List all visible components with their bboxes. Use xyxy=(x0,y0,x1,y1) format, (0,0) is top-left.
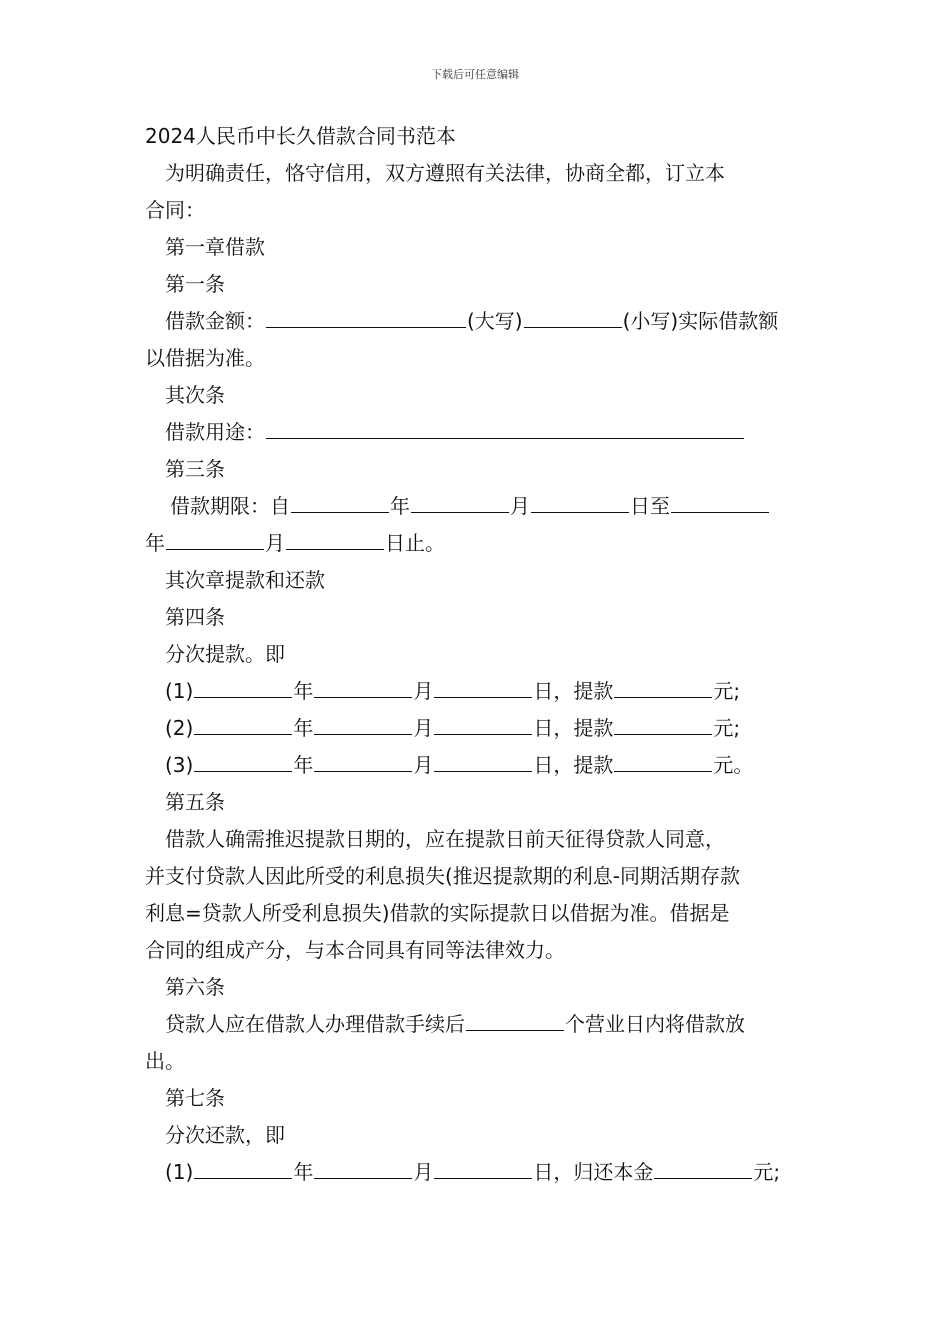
drawdown-intro: 分次提款。即 xyxy=(165,642,285,666)
repay-1-year-blank[interactable] xyxy=(194,1156,292,1179)
day-repay-label: 日，归还本金 xyxy=(533,1160,654,1184)
repay-intro: 分次还款，即 xyxy=(165,1123,285,1147)
uppercase-label: (大写) xyxy=(467,309,523,333)
article-6-text-a: 贷款人应在借款人办理借款手续后 xyxy=(165,1012,465,1036)
day-draw-label: 日，提款 xyxy=(533,753,614,777)
loan-term-continuation xyxy=(145,525,810,562)
drawdown-3-day-blank[interactable] xyxy=(434,749,532,772)
item-number: (3) xyxy=(165,753,194,777)
article-4-heading: 第四条 xyxy=(165,605,225,629)
amount-continuation: 以借据为准。 xyxy=(145,346,265,370)
item-number: (1) xyxy=(165,1160,194,1184)
year-label: 年 xyxy=(145,531,165,555)
day-to-label: 日至 xyxy=(630,494,670,518)
drawdown-3-month-blank[interactable] xyxy=(314,749,412,772)
yuan-label: 元。 xyxy=(713,753,754,777)
chapter-2-heading: 其次章提款和还款 xyxy=(165,568,325,592)
month-label: 月 xyxy=(413,1160,434,1184)
year-label: 年 xyxy=(293,753,314,777)
article-5-line-2: 并支付贷款人因此所受的利息损失(推迟提款期的利息-同期活期存款 xyxy=(145,864,741,888)
repay-item-1 xyxy=(145,1154,810,1191)
article-6-heading: 第六条 xyxy=(165,975,225,999)
drawdown-2-day-blank[interactable] xyxy=(434,712,532,735)
day-draw-label: 日，提款 xyxy=(533,679,614,703)
loan-term-line xyxy=(145,488,810,525)
drawdown-1-month-blank[interactable] xyxy=(314,675,412,698)
article-2-heading: 其次条 xyxy=(165,383,225,407)
article-5-line-4: 合同的组成产分，与本合同具有同等法律效力。 xyxy=(145,938,565,962)
drawdown-2-year-blank[interactable] xyxy=(194,712,292,735)
drawdown-1-amount-blank[interactable] xyxy=(614,675,712,698)
repay-1-month-blank[interactable] xyxy=(314,1156,412,1179)
amount-lowercase-blank[interactable] xyxy=(524,305,622,328)
drawdown-3-year-blank[interactable] xyxy=(194,749,292,772)
document-title: 2024人民币中长久借款合同书范本 xyxy=(145,124,456,148)
purpose-label: 借款用途： xyxy=(165,420,265,444)
year-label: 年 xyxy=(293,716,314,740)
article-3-heading: 第三条 xyxy=(165,457,225,481)
article-6-line-2: 出。 xyxy=(145,1049,185,1073)
day-end-label: 日止。 xyxy=(385,531,445,555)
article-1-heading: 第一条 xyxy=(165,272,225,296)
loan-amount-line xyxy=(145,303,810,340)
year-label: 年 xyxy=(293,679,314,703)
item-number: (1) xyxy=(165,679,194,703)
term-end-day-blank[interactable] xyxy=(286,527,384,550)
drawdown-1-day-blank[interactable] xyxy=(434,675,532,698)
intro-line-2: 合同： xyxy=(145,198,205,222)
purpose-blank[interactable] xyxy=(266,416,744,439)
term-from-label: 借款期限：自 xyxy=(170,494,290,518)
term-start-year-blank[interactable] xyxy=(291,490,389,513)
business-days-blank[interactable] xyxy=(466,1008,564,1031)
drawdown-item-1 xyxy=(145,673,810,710)
yuan-label: 元; xyxy=(713,716,741,740)
article-7-heading: 第七条 xyxy=(165,1086,225,1110)
month-label: 月 xyxy=(265,531,285,555)
article-6-text-b: 个营业日内将借款放 xyxy=(565,1012,745,1036)
yuan-label: 元; xyxy=(713,679,741,703)
term-start-day-blank[interactable] xyxy=(531,490,629,513)
chapter-1-heading: 第一章借款 xyxy=(165,235,265,259)
month-label: 月 xyxy=(510,494,530,518)
drawdown-1-year-blank[interactable] xyxy=(194,675,292,698)
day-draw-label: 日，提款 xyxy=(533,716,614,740)
loan-purpose-line xyxy=(145,414,810,451)
article-6-line-1 xyxy=(145,1006,810,1043)
article-5-heading: 第五条 xyxy=(165,790,225,814)
month-label: 月 xyxy=(413,716,434,740)
drawdown-item-3 xyxy=(145,747,810,784)
page-header: 下载后可任意编辑 xyxy=(431,68,519,81)
year-label: 年 xyxy=(390,494,410,518)
article-5-line-3: 利息=贷款人所受利息损失)借款的实际提款日以借据为准。借据是 xyxy=(145,901,730,925)
drawdown-item-2 xyxy=(145,710,810,747)
year-label: 年 xyxy=(293,1160,314,1184)
item-number: (2) xyxy=(165,716,194,740)
lowercase-label: (小写)实际借款额 xyxy=(622,309,779,333)
month-label: 月 xyxy=(413,679,434,703)
term-end-year-prefix-blank[interactable] xyxy=(671,490,769,513)
intro-line-1: 为明确责任，恪守信用，双方遵照有关法律，协商全都，订立本 xyxy=(165,161,725,185)
repay-1-amount-blank[interactable] xyxy=(654,1156,752,1179)
amount-label: 借款金额： xyxy=(165,309,265,333)
repay-1-day-blank[interactable] xyxy=(434,1156,532,1179)
term-end-month-blank[interactable] xyxy=(166,527,264,550)
term-start-month-blank[interactable] xyxy=(411,490,509,513)
drawdown-2-amount-blank[interactable] xyxy=(614,712,712,735)
drawdown-2-month-blank[interactable] xyxy=(314,712,412,735)
drawdown-3-amount-blank[interactable] xyxy=(614,749,712,772)
amount-uppercase-blank[interactable] xyxy=(266,305,466,328)
month-label: 月 xyxy=(413,753,434,777)
yuan-label: 元; xyxy=(753,1160,781,1184)
document-body xyxy=(145,118,810,1191)
article-5-line-1: 借款人确需推迟提款日期的，应在提款日前天征得贷款人同意， xyxy=(165,827,725,851)
